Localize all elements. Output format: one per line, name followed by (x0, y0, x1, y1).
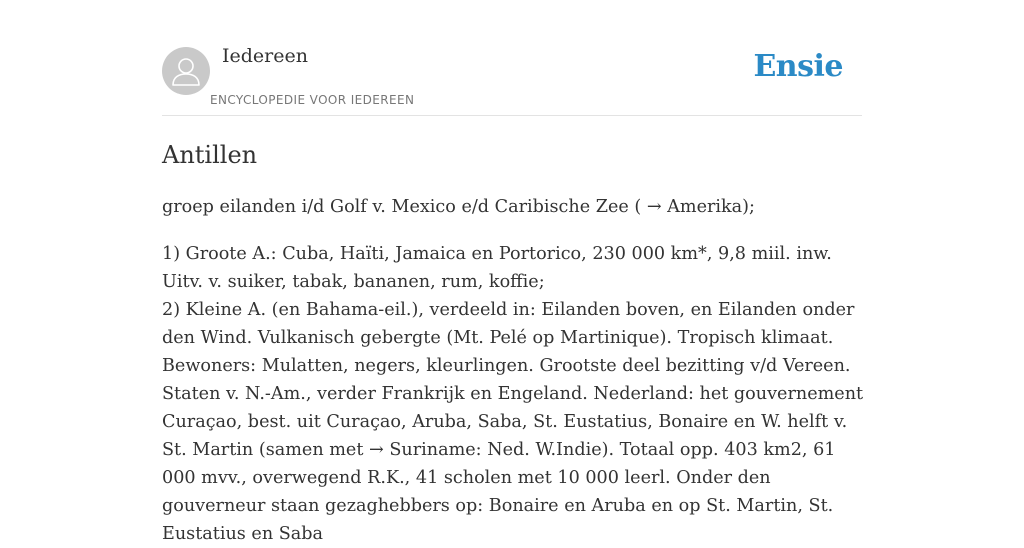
article-paragraph-1: 1) Groote A.: Cuba, Haïti, Jamaica en Portorico, 230 000 km*, 9,8 miil. inw. Uitv. v. suiker, tabak, bananen, rum, koffie; (162, 244, 832, 292)
article-intro: groep eilanden i/d Golf v. Mexico e/d Caribische Zee ( → Amerika); (162, 197, 755, 217)
article-paragraph-2: 2) Kleine A. (en Bahama-eil.), verdeeld in: Eilanden boven, en Eilanden onder den Wind. Vulkanisch gebergte (Mt. Pelé op Martinique). Tropisch klimaat. Bewoners: Mulatten, negers, kleurlingen. Grootste deel bezitting v/d Vereen. Staten v. N.-Am., verder Frankrijk en Engeland. Nederland: het gouvernement Curaçao, best. uit Curaçao, Aruba, Saba, St. Eustatius, Bonaire en W. helft v. St. Martin (samen met → Suriname: Ned. W.Indie). Totaal opp. 403 km2, 61 000 mvv., overwegend R.K., 41 scholen met 10 000 leerl. Onder den gouverneur staan gezaghebbers op: Bonaire en Aruba en op St. Martin, St. Eustatius en Saba (162, 300, 864, 544)
avatar[interactable] (162, 47, 210, 95)
tagline: ENCYCLOPEDIE VOOR IEDEREEN (210, 93, 415, 107)
author-name[interactable]: Iedereen (222, 45, 308, 67)
page (162, 0, 862, 548)
header (162, 0, 862, 116)
ensie-logo[interactable]: Ensie (753, 49, 843, 84)
article-title: Antillen (162, 141, 258, 169)
user-icon (162, 47, 210, 95)
article-body (162, 193, 864, 548)
